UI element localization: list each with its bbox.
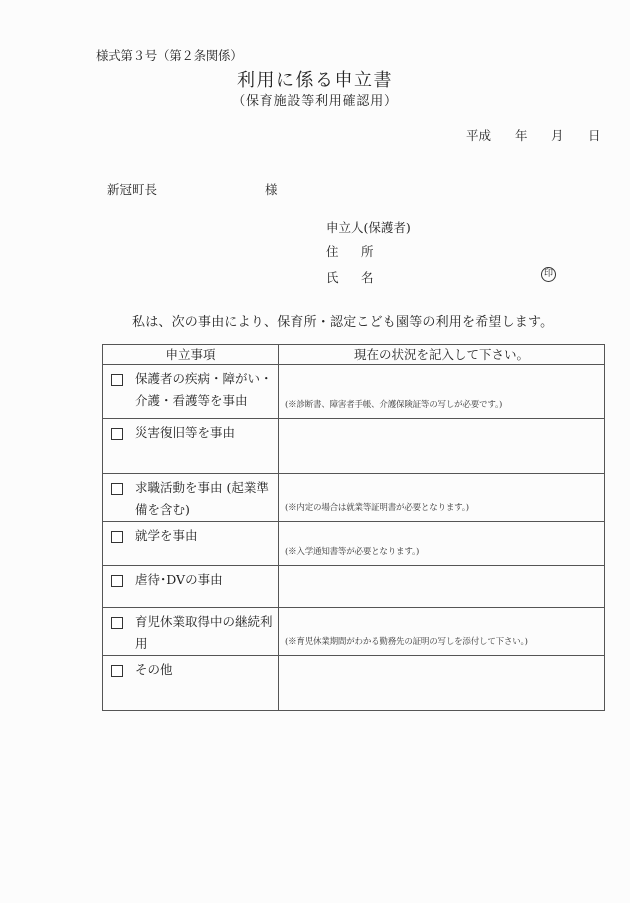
address-label: 住 bbox=[326, 244, 339, 259]
note-text: (※内定の場合は就業等証明書が必要となります。) bbox=[285, 503, 469, 513]
table-row bbox=[103, 608, 605, 656]
table-row bbox=[103, 419, 605, 474]
date-year-field[interactable]: 年 bbox=[515, 128, 528, 143]
note-text: (※育児休業期間がわかる勤務先の証明の写しを添付して下さい。) bbox=[285, 637, 528, 647]
form-number: 様式第３号（第２条関係） bbox=[96, 48, 243, 63]
item-label: 虐待･DVの事由 bbox=[135, 572, 223, 587]
status-input-cell[interactable] bbox=[279, 608, 605, 656]
status-input-cell[interactable] bbox=[279, 566, 605, 608]
table-row bbox=[103, 474, 605, 522]
item-label: 育児休業取得中の継続利用 bbox=[135, 614, 273, 651]
checkbox-job-search[interactable] bbox=[111, 483, 123, 495]
name-label-2: 名 bbox=[361, 270, 374, 285]
date-day-field[interactable]: 日 bbox=[588, 128, 601, 143]
item-label: 求職活動を事由 (起業準備を含む) bbox=[135, 480, 269, 517]
note-text: (※診断書、障害者手帳、介護保険証等の写しが必要です。) bbox=[285, 400, 503, 410]
checkbox-school[interactable] bbox=[111, 531, 123, 543]
checkbox-childcare-leave[interactable] bbox=[111, 617, 123, 629]
note-text: (※入学通知書等が必要となります。) bbox=[285, 547, 420, 557]
date-month-field[interactable]: 月 bbox=[551, 128, 564, 143]
address-label-2: 所 bbox=[361, 244, 374, 259]
status-input-cell[interactable] bbox=[279, 522, 605, 566]
addressee-honorific: 様 bbox=[265, 182, 278, 197]
item-label: 保護者の疾病・障がい・介護・看護等を事由 bbox=[135, 371, 273, 408]
checkbox-abuse-dv[interactable] bbox=[111, 575, 123, 587]
column-header-status: 現在の状況を記入して下さい。 bbox=[279, 345, 605, 365]
checkbox-disaster[interactable] bbox=[111, 428, 123, 440]
applicant-label: 申立人(保護者) bbox=[326, 220, 411, 235]
reasons-table bbox=[102, 344, 605, 711]
document-subtitle: （保育施設等利用確認用） bbox=[232, 94, 398, 109]
document-title: 利用に係る申立書 bbox=[237, 70, 393, 91]
table-row bbox=[103, 365, 605, 419]
checkbox-other[interactable] bbox=[111, 665, 123, 677]
table-header-row bbox=[103, 345, 605, 365]
table-row bbox=[103, 656, 605, 711]
table-row bbox=[103, 566, 605, 608]
date-era: 平成 bbox=[466, 128, 492, 143]
addressee: 新冠町長 bbox=[107, 182, 158, 197]
status-input-cell[interactable] bbox=[279, 474, 605, 522]
item-label: 就学を事由 bbox=[135, 528, 198, 543]
status-input-cell[interactable] bbox=[279, 365, 605, 419]
name-label: 氏 bbox=[326, 270, 339, 285]
column-header-item: 申立事項 bbox=[103, 345, 279, 365]
status-input-cell[interactable] bbox=[279, 419, 605, 474]
statement-text: 私は、次の事由により、保育所・認定こども園等の利用を希望します。 bbox=[132, 315, 554, 330]
item-label: その他 bbox=[135, 662, 173, 677]
checkbox-illness-care[interactable] bbox=[111, 374, 123, 386]
status-input-cell[interactable] bbox=[279, 656, 605, 711]
seal-mark-icon: 印 bbox=[541, 267, 556, 282]
table-row bbox=[103, 522, 605, 566]
item-label: 災害復旧等を事由 bbox=[135, 425, 236, 440]
